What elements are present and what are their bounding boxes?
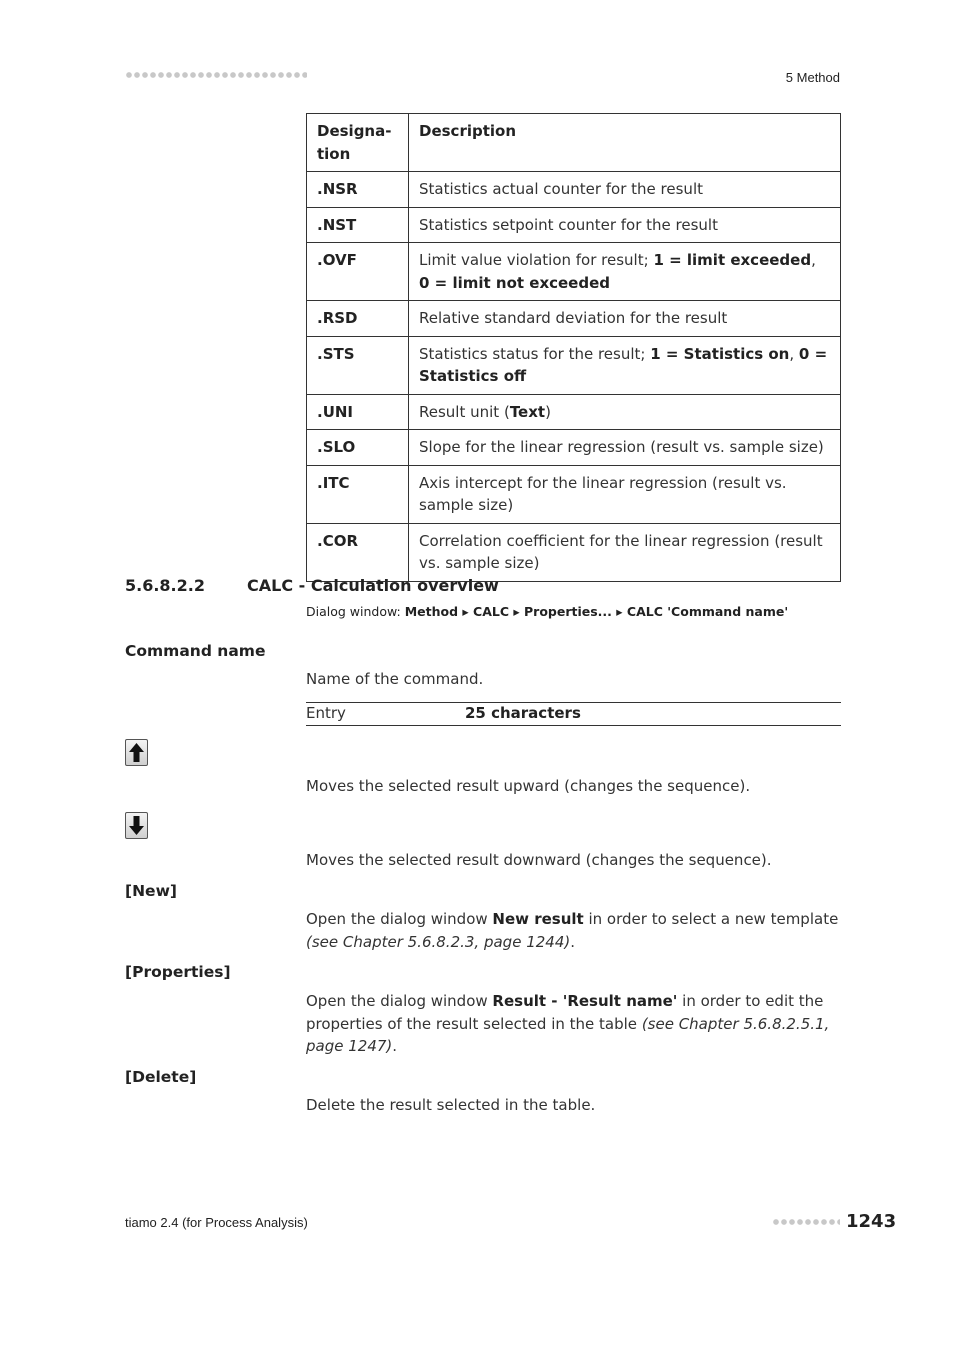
header-decoration (125, 71, 307, 79)
properties-term: [Properties] (125, 963, 231, 981)
entry-value: 25 characters (465, 704, 581, 722)
command-name-desc: Name of the command. (306, 670, 484, 688)
description-text: Statistics status for the result; (419, 344, 651, 363)
properties-desc-a: Open the dialog window (306, 992, 493, 1010)
arrow-up-icon (125, 739, 148, 766)
section-number: 5.6.8.2.2 (125, 576, 205, 595)
designation-cell: .RSD (307, 301, 409, 337)
designation-cell: .COR (307, 523, 409, 581)
description-cell (409, 172, 841, 208)
designation-cell: .SLO (307, 430, 409, 466)
designation-cell: .NST (307, 207, 409, 243)
description-text: Statistics actual counter for the result (419, 180, 703, 198)
description-text: Text (509, 402, 546, 421)
table-row (307, 394, 841, 430)
designation-cell: .NSR (307, 172, 409, 208)
dialog-path (306, 604, 788, 619)
table-row (307, 207, 841, 243)
header-section: 5 Method (785, 70, 840, 85)
delete-desc: Delete the result selected in the table. (306, 1096, 596, 1114)
description-cell (409, 394, 841, 430)
description-cell (409, 301, 841, 337)
properties-desc-ref: (see Chapter 5.6.8.2.5.1, page 1247) (306, 1014, 830, 1055)
description-cell (409, 336, 841, 394)
description-cell (409, 465, 841, 523)
properties-desc-c: in order to edit the properties of the result selected in the table (306, 992, 824, 1033)
footer-decoration (772, 1218, 840, 1226)
description-text: ) (545, 402, 551, 421)
entry-label: Entry (306, 704, 346, 722)
new-term: [New] (125, 882, 177, 900)
designation-cell: .ITC (307, 465, 409, 523)
description-text: 1 = Statistics on (650, 344, 790, 363)
new-desc-ref: (see Chapter 5.6.8.2.3, page 1244) (306, 932, 571, 951)
arrow-down-icon (125, 812, 148, 839)
command-name-term: Command name (125, 642, 266, 660)
new-desc-bold: New result (492, 910, 584, 928)
table-row (307, 243, 841, 301)
description-text: Statistics setpoint counter for the result (419, 215, 718, 234)
description-text: Slope for the linear regression (result vs. sample size) (419, 438, 824, 456)
designation-table (306, 113, 841, 582)
description-text: Relative standard deviation for the result (419, 309, 728, 327)
designation-cell: .STS (307, 336, 409, 394)
table-row (307, 172, 841, 208)
down-button-desc: Moves the selected result downward (changes the sequence). (306, 851, 772, 869)
column-header-designation: Designa- tion (307, 114, 409, 172)
properties-desc (306, 990, 841, 1058)
description-text: Correlation coefficient for the linear regression (result vs. sample size) (419, 531, 823, 572)
entry-row (306, 702, 841, 726)
description-text: , (789, 344, 799, 363)
footer-product: tiamo 2.4 (for Process Analysis) (125, 1215, 308, 1230)
dialog-path-value: Method ▸ CALC ▸ Properties... ▸ CALC 'Command name' (404, 604, 789, 619)
table-row (307, 301, 841, 337)
up-button-desc: Moves the selected result upward (changes the sequence). (306, 777, 751, 795)
designation-cell: .OVF (307, 243, 409, 301)
table-header-row (307, 114, 841, 172)
table-row (307, 465, 841, 523)
description-text: 1 = limit exceeded (653, 251, 812, 269)
description-text: , (811, 251, 816, 269)
table-row (307, 430, 841, 466)
section-title: CALC - Calculation overview (247, 576, 499, 595)
description-text: Limit value violation for result; (419, 251, 654, 269)
description-text: 0 = Statistics off (419, 344, 828, 385)
dialog-prefix: Dialog window: (306, 604, 405, 619)
page-number: 1243 (846, 1211, 897, 1232)
table-row (307, 523, 841, 581)
description-text: Result unit ( (419, 402, 510, 421)
delete-term: [Delete] (125, 1068, 197, 1086)
description-cell (409, 207, 841, 243)
description-cell (409, 243, 841, 301)
new-desc-c: in order to select a new template (583, 910, 839, 928)
table-row (307, 336, 841, 394)
description-cell (409, 523, 841, 581)
new-desc (306, 908, 841, 953)
designation-cell: .UNI (307, 394, 409, 430)
description-text: 0 = limit not exceeded (419, 273, 611, 292)
properties-desc-end: . (392, 1037, 398, 1055)
description-cell (409, 430, 841, 466)
new-desc-end: . (570, 932, 575, 951)
properties-desc-bold: Result - 'Result name' (492, 992, 678, 1010)
description-text: Axis intercept for the linear regression (result vs. sample size) (419, 473, 787, 514)
column-header-description: Description (409, 114, 841, 172)
new-desc-a: Open the dialog window (306, 910, 493, 928)
